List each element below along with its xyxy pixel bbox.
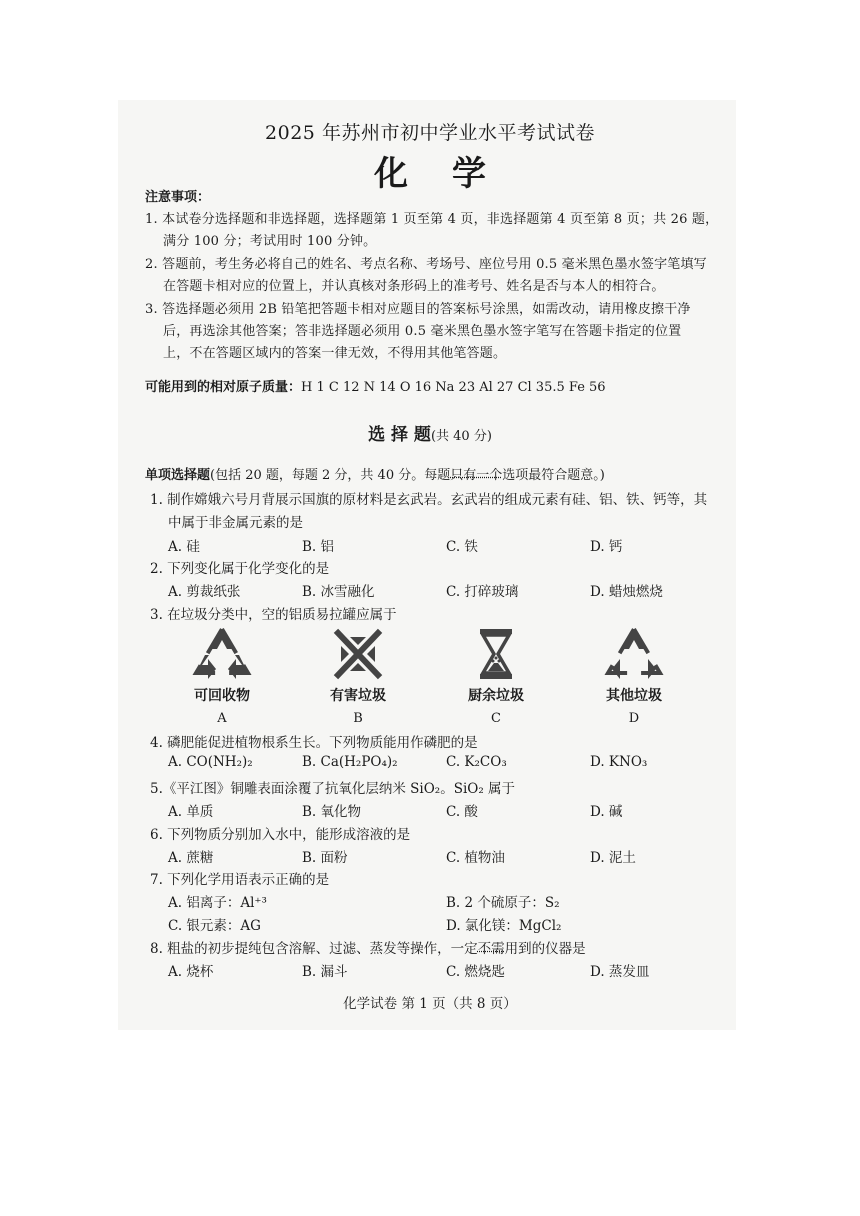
exam-title: 2025 年苏州市初中学业水平考试试卷 xyxy=(265,122,595,144)
question-2-option-a[interactable]: A. 剪裁纸张 xyxy=(168,584,241,600)
question-5-option-d[interactable]: D. 碱 xyxy=(590,804,623,820)
question-1-option-c[interactable]: C. 铁 xyxy=(446,539,478,555)
recycle-label: 可回收物 xyxy=(194,688,250,704)
recycle-icon xyxy=(192,625,252,683)
other-waste-icon xyxy=(604,625,664,683)
question-5-option-c[interactable]: C. 酸 xyxy=(446,804,478,820)
single-choice-emphasis: 只有一个 xyxy=(450,468,503,483)
question-1-option-b[interactable]: B. 铝 xyxy=(302,539,335,555)
question-7-stem: 7. 下列化学用语表示正确的是 xyxy=(150,872,330,888)
question-8-option-b[interactable]: B. 漏斗 xyxy=(302,964,348,980)
question-3-option-c[interactable] xyxy=(451,625,541,726)
question-8-stem-end: 用到的仪器是 xyxy=(504,941,586,957)
question-4-option-d[interactable]: D. KNO₃ xyxy=(590,754,648,770)
single-choice-label: 单项选择题 xyxy=(145,468,211,483)
option-letter: A xyxy=(217,711,227,726)
question-8-stem xyxy=(150,937,586,957)
subject-title: 化学 xyxy=(374,154,530,194)
hazardous-label: 有害垃圾 xyxy=(330,688,386,704)
question-3-option-a[interactable] xyxy=(177,625,267,726)
question-7-option-b[interactable]: B. 2 个硫原子：S₂ xyxy=(446,895,560,911)
question-6-stem: 6. 下列物质分别加入水中，能形成溶液的是 xyxy=(150,827,411,843)
question-4-option-b[interactable]: B. Ca(H₂PO₄)₂ xyxy=(302,754,398,770)
question-1-option-a[interactable]: A. 硅 xyxy=(168,539,200,555)
single-choice-desc-end: 选项最符合题意。) xyxy=(502,468,605,483)
notice-line: 上，不在答题区域内的答案一律无效，不得用其他笔答题。 xyxy=(163,346,507,361)
question-6-option-c[interactable]: C. 植物油 xyxy=(446,850,505,866)
section-title-text: 选 择 题 xyxy=(368,425,431,445)
other-label: 其他垃圾 xyxy=(606,688,662,704)
atomic-mass-line xyxy=(145,376,606,395)
notice-line: 在答题卡相对应的位置上，并认真核对条形码上的准考号、姓名是否与本人的相符合。 xyxy=(163,279,665,294)
question-1-stem: 1. 制作嫦娥六号月背展示国旗的原材料是玄武岩。玄武岩的组成元素有硅、铝、铁、钙等，其 xyxy=(150,492,708,508)
question-5-stem: 5.《平江图》铜雕表面涂覆了抗氧化层纳米 SiO₂。SiO₂ 属于 xyxy=(150,781,516,797)
section-title xyxy=(0,420,860,445)
question-2-option-d[interactable]: D. 蜡烛燃烧 xyxy=(590,584,663,600)
kitchen-label: 厨余垃圾 xyxy=(468,688,524,704)
question-4-option-a[interactable]: A. CO(NH₂)₂ xyxy=(168,754,253,770)
notice-line: 2. 答题前，考生务必将自己的姓名、考点名称、考场号、座位号用 0.5 毫米黑色墨水签字笔填写 xyxy=(145,257,707,272)
single-choice-instruction xyxy=(145,464,605,483)
question-3-option-d[interactable] xyxy=(589,625,679,726)
question-1-stem: 中属于非金属元素的是 xyxy=(168,515,303,531)
page-footer: 化学试卷 第 1 页（共 8 页） xyxy=(343,996,517,1012)
notice-line: 后，再选涂其他答案；答非选择题必须用 0.5 毫米黑色墨水签字笔写在答题卡指定的位置 xyxy=(163,324,682,339)
notice-line: 1. 本试卷分选择题和非选择题，选择题第 1 页至第 4 页，非选择题第 4 页至第 8 页；共 26 题， xyxy=(145,212,719,227)
question-2-option-b[interactable]: B. 冰雪融化 xyxy=(302,584,375,600)
question-7-option-a[interactable]: A. 铝离子：Al⁺³ xyxy=(168,895,267,911)
question-7-option-d[interactable]: D. 氯化镁：MgCl₂ xyxy=(446,918,562,934)
option-letter: C xyxy=(491,711,501,726)
question-2-stem: 2. 下列变化属于化学变化的是 xyxy=(150,561,330,577)
question-2-option-c[interactable]: C. 打碎玻璃 xyxy=(446,584,519,600)
question-5-option-b[interactable]: B. 氧化物 xyxy=(302,804,362,820)
option-letter: B xyxy=(353,711,363,726)
notice-line: 满分 100 分；考试用时 100 分钟。 xyxy=(163,234,377,249)
question-1-option-d[interactable]: D. 钙 xyxy=(590,539,623,555)
question-7-option-c[interactable]: C. 银元素：AG xyxy=(168,918,261,934)
question-6-option-b[interactable]: B. 面粉 xyxy=(302,850,348,866)
kitchen-waste-icon xyxy=(466,625,526,683)
option-letter: D xyxy=(628,711,640,726)
atomic-mass-label: 可能用到的相对原子质量： xyxy=(145,380,302,395)
question-6-option-a[interactable]: A. 蔗糖 xyxy=(168,850,214,866)
notice-line: 3. 答选择题必须用 2B 铅笔把答题卡相对应题目的答案标号涂黑，如需改动，请用橡皮擦干净 xyxy=(145,302,691,317)
question-3-option-b[interactable] xyxy=(313,625,403,726)
question-3-stem: 3. 在垃圾分类中，空的铝质易拉罐应属于 xyxy=(150,607,397,623)
single-choice-desc: (包括 20 题，每题 2 分，共 40 分。每题 xyxy=(210,468,451,483)
question-5-option-a[interactable]: A. 单质 xyxy=(168,804,214,820)
question-4-stem: 4. 磷肥能促进植物根系生长。下列物质能用作磷肥的是 xyxy=(150,735,478,751)
question-8-stem-start: 8. 粗盐的初步提纯包含溶解、过滤、蒸发等操作，一定 xyxy=(150,941,478,957)
section-score: (共 40 分) xyxy=(430,429,492,444)
question-4-option-c[interactable]: C. K₂CO₃ xyxy=(446,754,507,770)
atomic-mass-values: H 1 C 12 N 14 O 16 Na 23 Al 27 Cl 35.5 Fe 56 xyxy=(301,380,606,395)
question-8-stem-emphasis: 不需 xyxy=(477,941,505,957)
question-6-option-d[interactable]: D. 泥土 xyxy=(590,850,636,866)
notice-heading: 注意事项： xyxy=(145,190,211,205)
question-8-option-a[interactable]: A. 烧杯 xyxy=(168,964,214,980)
question-8-option-d[interactable]: D. 蒸发皿 xyxy=(590,964,650,980)
question-8-option-c[interactable]: C. 燃烧匙 xyxy=(446,964,505,980)
hazardous-waste-icon xyxy=(328,625,388,683)
